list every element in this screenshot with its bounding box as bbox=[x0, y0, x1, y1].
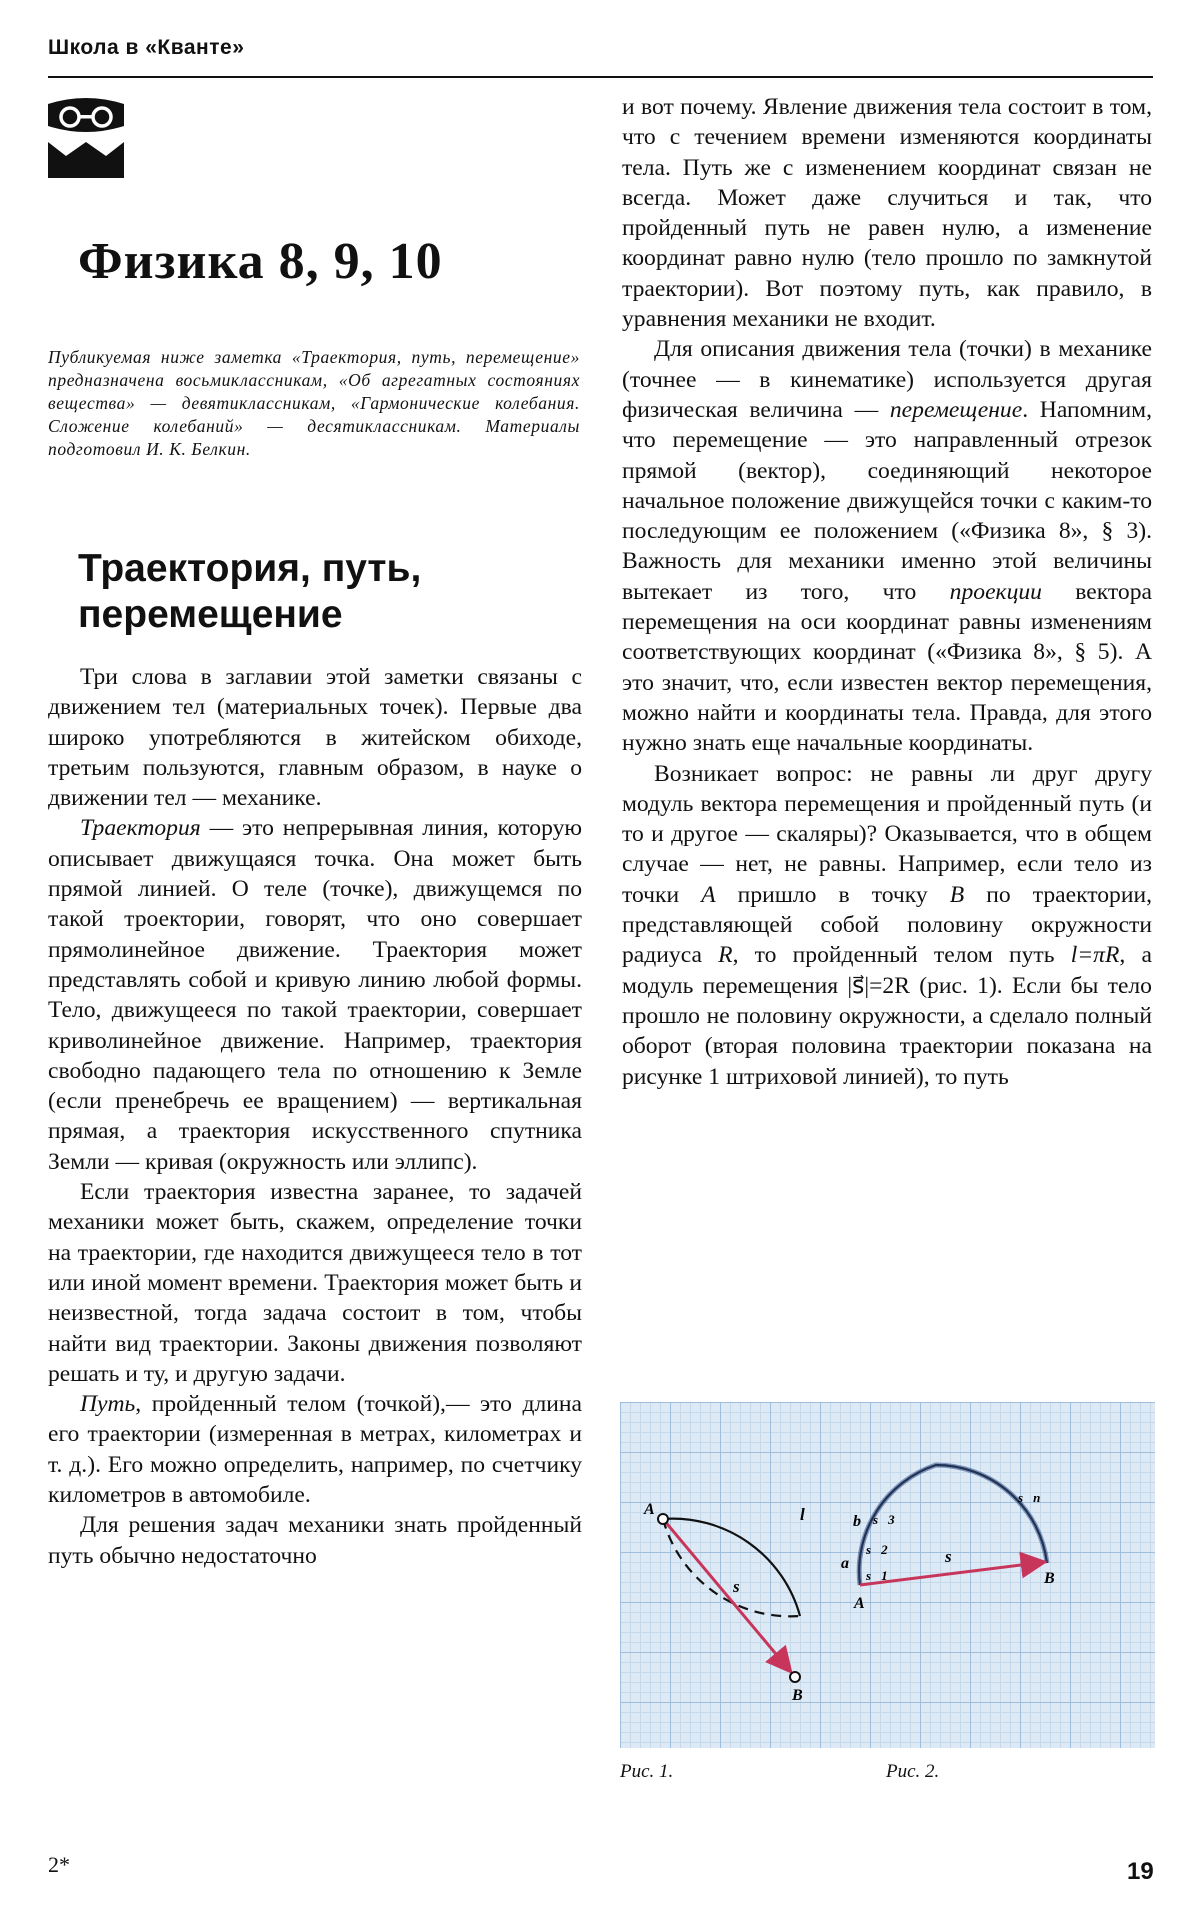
fig2-label-s1: s⃗1 bbox=[866, 1568, 888, 1583]
paragraph bbox=[622, 334, 1152, 758]
right-column bbox=[622, 92, 1152, 1092]
figure-1 bbox=[643, 1501, 805, 1704]
paragraph-text: , пройденный телом (точкой),— это длина его траектории (измеренная в метрах, километрах и т. д.). Его можно определить, например, по счетчику километров в автомобиле. bbox=[48, 1391, 582, 1509]
fig1-label-l: l bbox=[800, 1505, 805, 1524]
section-title: Физика 8, 9, 10 bbox=[78, 233, 443, 290]
paragraph: Если траектория известна заранее, то задачей механики может быть, скажем, определение точки на траектории, где находится движущееся тело в тот или иной момент времени. Траектория может быть и неизвестной, тогда задача состоит в том, чтобы найти вид траектории. Законы движения позволяют решать и ту, и другую задачи. bbox=[48, 1179, 582, 1387]
paragraph-text: — это непрерывная линия, которую описывает движущаяся точка. Она может быть прямой линией. О теле (точке), движущемся по такой троектории, говорят, что оно совершает прямолинейное движение. Траектория может представлять собой и кривую линию любой формы. Тело, движущееся по такой траектории, совершает криволинейное движение. Например, траектория свободно падающего тела по отношению к Земле (если пренебречь ее вращением) — вертикальная прямая, а траектория искусственного спутника Земли — кривая (окружность или эллипс). bbox=[48, 815, 582, 1175]
paragraph: Три слова в заглавии этой заметки связаны с движением тел (материальных точек). Первые два широко употребляются в житейском обиходе, третьим пользуются, главным образом, в науке о движении тел — механике. bbox=[48, 664, 582, 812]
figure-panel bbox=[620, 1402, 1155, 1748]
paragraph-text: вектора перемещения на оси координат равны изменениям соответствующих координат («Физика 8», § 5). А это значит, что, если известен вектор перемещения, можно найти и координаты тела. Правда, для этого нужно знать еще начальные координаты. bbox=[622, 578, 1152, 757]
fig2-label-s2: s⃗2 bbox=[866, 1542, 888, 1557]
paragraph-text: , то пройденный телом путь bbox=[732, 942, 1071, 969]
fig1-point-b bbox=[790, 1672, 800, 1682]
fig2-label-s3: s⃗3 bbox=[873, 1512, 895, 1527]
var-R: R bbox=[718, 942, 733, 969]
term-displacement: перемещение bbox=[889, 396, 1023, 423]
fig1-point-a bbox=[658, 1514, 668, 1524]
paragraph-text: (рис. 1). Если бы тело прошло не половину окружности, а сделало полный оборот (вторая половина траектории показана на рисунке 1 штриховой линией), то путь bbox=[622, 972, 1152, 1090]
term-trajectory: Траектория bbox=[80, 815, 201, 842]
intro-note bbox=[48, 346, 580, 461]
fig2-label-seg-b: b bbox=[853, 1513, 861, 1530]
fig2-label-s: s⃗ bbox=[945, 1547, 965, 1566]
fig2-label-a: A bbox=[854, 1595, 865, 1612]
paragraph bbox=[622, 759, 1152, 1092]
fig2-label-b: B bbox=[1044, 1570, 1055, 1587]
paragraph bbox=[48, 1389, 582, 1510]
formula-displacement: |s⃗|=2R bbox=[847, 972, 910, 999]
term-path: Путь bbox=[80, 1391, 136, 1418]
paragraph-text: , а модуль перемещения bbox=[622, 942, 1152, 999]
running-head: Школа в «Кванте» bbox=[48, 36, 245, 59]
paragraph-text: пришло в точку bbox=[715, 881, 950, 908]
fig2-label-sn: s⃗n bbox=[1018, 1490, 1041, 1505]
formula-path: l=πR bbox=[1070, 942, 1120, 969]
paragraph-text: . Напомним, что перемещение — это направленный отрезок прямой (вектор), соединяющий некоторое начальное положение движущейся точки с каким-то последующим ее положением («Физика 8», § 3). Важность для механики именно этой величины вытекает из того, что bbox=[622, 396, 1152, 605]
fig2-label-seg-a: a bbox=[841, 1555, 849, 1572]
paragraph-text: Для описания движения тела (точки) в механике (точнее — в кинематике) используется другая физическая величина — bbox=[622, 336, 1152, 423]
header-rule bbox=[48, 76, 1153, 78]
var-A: A bbox=[701, 881, 716, 908]
article-title: Траектория, путь, перемещение bbox=[78, 547, 422, 636]
paragraph-text: по траектории, представляющей собой половину окружности радиуса bbox=[622, 881, 1152, 969]
left-column bbox=[48, 662, 582, 1571]
fig1-label-b: B bbox=[792, 1687, 803, 1704]
paragraph: Для решения задач механики знать пройденный путь обычно недостаточно bbox=[48, 1512, 582, 1569]
signature-mark: 2* bbox=[48, 1852, 70, 1877]
school-logo-icon bbox=[46, 96, 126, 178]
figure-diagrams bbox=[620, 1402, 1155, 1748]
intro-text: Публикуемая ниже заметка «Траектория, путь, перемещение» предназначена восьмиклассникам, «Об агрегатных состояниях вещества» — девятиклассникам, «Гармонические колебания. Сложение колебаний» — десятиклассникам. Материалы подготовил bbox=[48, 347, 580, 459]
fig1-label-s: s⃗ bbox=[733, 1577, 753, 1596]
term-projections: проекции bbox=[949, 578, 1042, 605]
paragraph: и вот почему. Явление движения тела состоит в том, что с течением времени изменяются координаты тела. Путь же с изменением координат связан не всегда. Может даже случиться и так, что пройденный путь не равен нулю, а изменение координат равно нулю (тело прошло по замкнутой траектории). Вот поэтому путь, как правило, в уравнения механики не входит. bbox=[622, 94, 1152, 333]
paragraph-text: Возникает вопрос: не равны ли друг другу модуль вектора перемещения и пройденный путь (и то и другое — скаляры)? Оказывается, что в общем случае — нет, не равны. Например, если тело из точки bbox=[622, 760, 1152, 908]
var-B: B bbox=[949, 881, 965, 908]
fig1-label-a: A bbox=[644, 1501, 655, 1518]
fig1-displacement-vector bbox=[663, 1519, 791, 1672]
figure-2-caption: Рис. 2. bbox=[886, 1761, 940, 1782]
paragraph bbox=[48, 813, 582, 1177]
intro-author: И. К. Белкин. bbox=[146, 439, 251, 459]
figure-2 bbox=[841, 1465, 1055, 1612]
figure-1-caption: Рис. 1. bbox=[620, 1761, 674, 1782]
page-number: 19 bbox=[1127, 1858, 1154, 1885]
